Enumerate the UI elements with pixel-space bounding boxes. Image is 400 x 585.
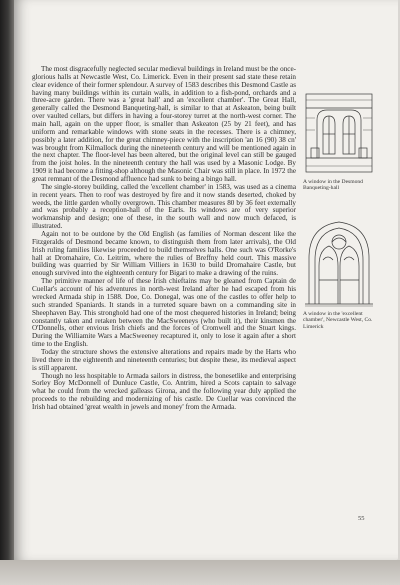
paragraph: The most disgracefully neglected secular medieval buildings in Ireland must be the once-glorious halls at Newcastle West, Co. Limerick. Even in their present sad state these retain clear evidence of their former splendour. A survey of 1583 describes this Desmond Castle as having many buildings within its curtain walls, in addition to a fish-pond, orchards and a three-acre garden. There was a 'great hall' and an 'excellent chamber'. The Great Hall, generally called the Desmond Banqueting-hall, is similar to that at Askeaton, being built over vaulted cellars, but differs in having a four-storey turret at the north-west corner. The main hall, again on the upper floor, is smaller than Askeaton (25 by 21 feet), and has uniform and remarkable windows with stone seats in the recesses. There is a chimney, possibly a later addition, for the great chimney-piece with the inscription 'an 16 (90) 38 cn' was brought from Kilmallock during the nineteenth century and will be mentioned again in the next chapter. The floor-level has been altered, but the original level can still be gauged from the joist holes. In the nineteenth century the hall was used by a Masonic Lodge. By 1909 it had become a fitting-shop although the Masonic Chair was still in place. In 1972 the great remnant of the Desmond affluence had sunk to being a bingo hall. [32,65,296,184]
paragraph: Though no less hospitable to Armada sailors in distress, the bonesetlike and enterprising Sorley Boy McDonnell of Dunluce Castle, Co. Antrim, hired a Scots captain to salvage what he could from the wrecked galleass Girona, and the following year duly applied the proceeds to the rebuilding and modernizing of his castle. De Cuellar was convinced the Irish had obtained 'great wealth in jewels and money' from the Armada. [32,371,296,411]
body-text [32,66,296,412]
figure-caption: A window in the 'excellent chamber', Newcastle West, Co. Limerick [303,311,373,330]
banqueting-hall-window-drawing [303,88,375,176]
paragraph: The primitive manner of life of these Irish chieftains may be gleaned from Captain de Cuellar's account of his adventures in north-west Ireland after he had escaped from his wrecked Armada ship in 1588. Doe, Co. Donegal, was one of the castles to offer help to such stranded Spaniards. It stands in a turreted square bawn on a commanding site in Sheephaven Bay. This stronghold had one of the most chequered histories in Ireland; being constantly taken and retaken between the MacSweeneys (who built it), their kinsmen the O'Donnells, other envious Irish chiefs and the forces of Cromwell and the Stuart kings. During the Williamite Wars a MacSweeney recaptured it, only to lose it again after a short time to the English. [32,277,296,349]
page-number: 55 [358,515,365,522]
paragraph: Again not to be outdone by the Old English (as families of Norman descent like the Fitzgeralds of Desmond became known, to distinguish them from later arrivals), the Old Irish ruling families likewise proceeded to build themselves halls. One such was O'Rorke's hall at Dromahaire, Co. Leitrim, where the rulies of Breffny held court. This massive building was quarried by Sir William Villiers in 1630 to build Dromahaire Castle, but enough survived into the eighteenth century for Bigari to make a drawing of the ruins. [32,230,296,278]
figure-excellent-chamber-window [303,218,375,330]
paragraph: The single-storey building, called the 'excellent chamber' in 1583, was used as a cinema in recent years. Then to roof was destroyed by fire and it now stands deserted, choked by weeds, the little garden wholly overgrown. This chamber measures 80 by 36 feet externally and was probably a reception-hall of the Earls. Its windows are of very superior workmanship and design; one of these, in the south wall and now much defaced, is illustrated. [32,182,296,231]
excellent-chamber-window-drawing [303,218,375,308]
figure-caption: A window in the Desmond Banqueting-hall [303,179,363,192]
paragraph: Today the structure shows the extensive alterations and repairs made by the Harts who lived there in the eighteenth and nineteenth centuries; but despite these, its medieval aspect is still apparent. [32,347,296,372]
table-surface [0,560,400,585]
figure-banqueting-hall-window [303,88,375,192]
